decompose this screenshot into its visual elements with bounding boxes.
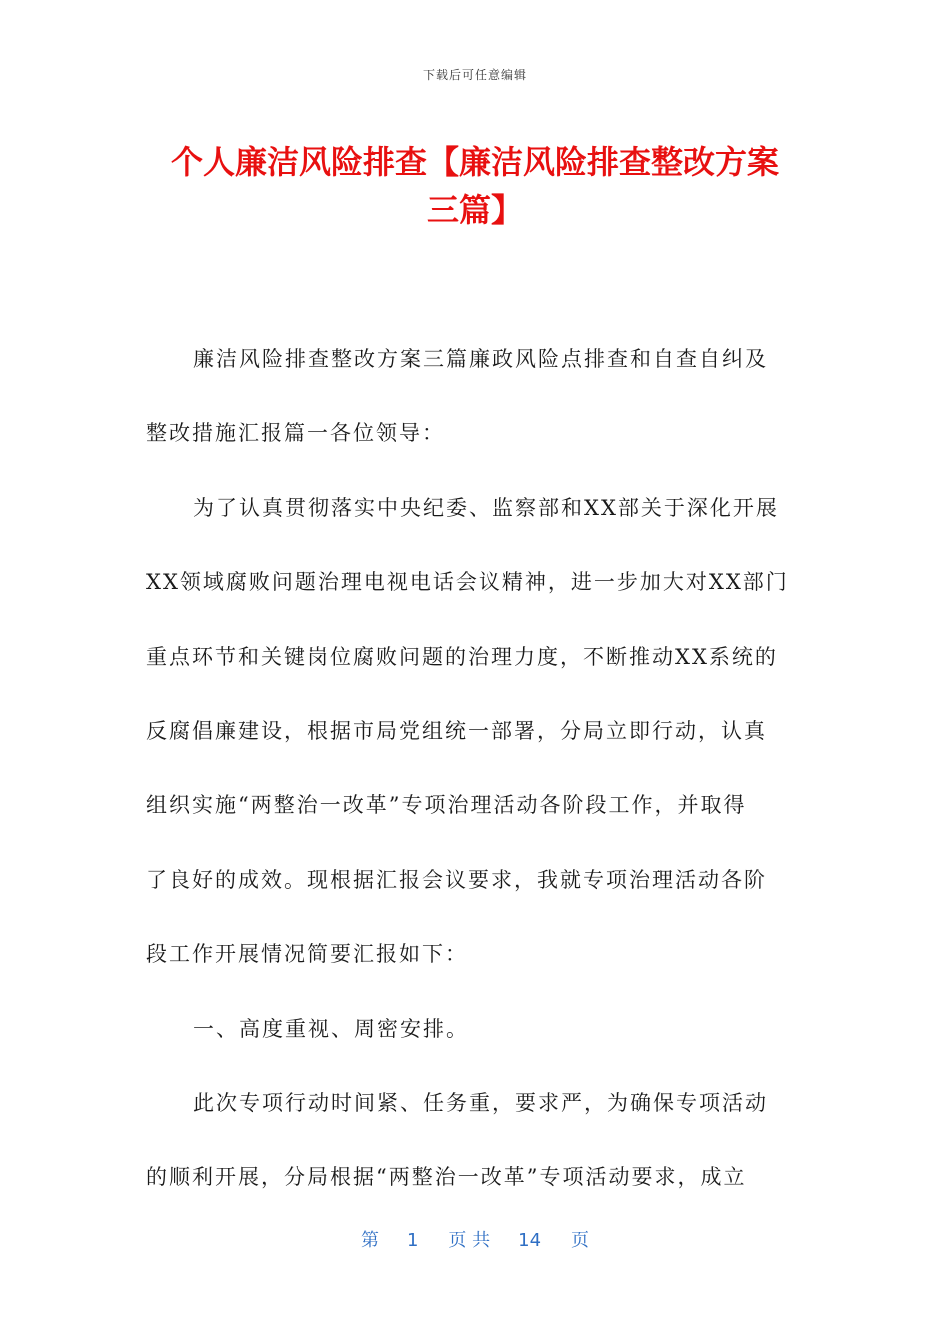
- footer-page-current: 1: [406, 1230, 419, 1251]
- paragraph-line: XX领域腐败问题治理电视电话会议精神，进一步加大对XX部门: [146, 570, 789, 595]
- title-line-2: 三篇】: [426, 191, 523, 229]
- paragraph-line: 段工作开展情况简要汇报如下：: [146, 942, 468, 967]
- paragraph-line: 重点环节和关键岗位腐败问题的治理力度，不断推动XX系统的: [146, 644, 778, 669]
- paragraph-line: 组织实施“两整治一改革”专项治理活动各阶段工作，并取得: [146, 793, 747, 818]
- title-line-1: 个人廉洁风险排查【廉洁风险排查整改方案: [170, 143, 779, 181]
- paragraph-line: 为了认真贯彻落实中央纪委、监察部和XX部关于深化开展: [193, 495, 779, 520]
- paragraph-line: 的顺利开展，分局根据“两整治一改革”专项活动要求，成立: [146, 1165, 747, 1190]
- section-heading: 一、高度重视、周密安排。: [193, 1016, 469, 1041]
- footer-label-ye-gong: 页 共: [448, 1230, 491, 1251]
- paragraph-line: 整改措施汇报篇一各位领导：: [146, 421, 445, 446]
- paragraph-line: 了良好的成效。现根据汇报会议要求，我就专项治理活动各阶: [146, 867, 767, 892]
- document-body: [146, 322, 810, 1215]
- footer-page-total: 14: [518, 1230, 542, 1251]
- paragraph-line: 廉洁风险排查整改方案三篇廉政风险点排查和自查自纠及: [193, 347, 768, 371]
- paragraph-line: 反腐倡廉建设，根据市局党组统一部署，分局立即行动，认真: [146, 718, 767, 743]
- page-footer: [0, 1226, 950, 1252]
- footer-label-di: 第: [360, 1230, 379, 1251]
- footer-label-ye: 页: [571, 1230, 590, 1251]
- header-note: 下载后可任意编辑: [422, 68, 527, 82]
- document-title: [140, 138, 810, 234]
- paragraph-line: 此次专项行动时间紧、任务重，要求严，为确保专项活动: [193, 1090, 768, 1115]
